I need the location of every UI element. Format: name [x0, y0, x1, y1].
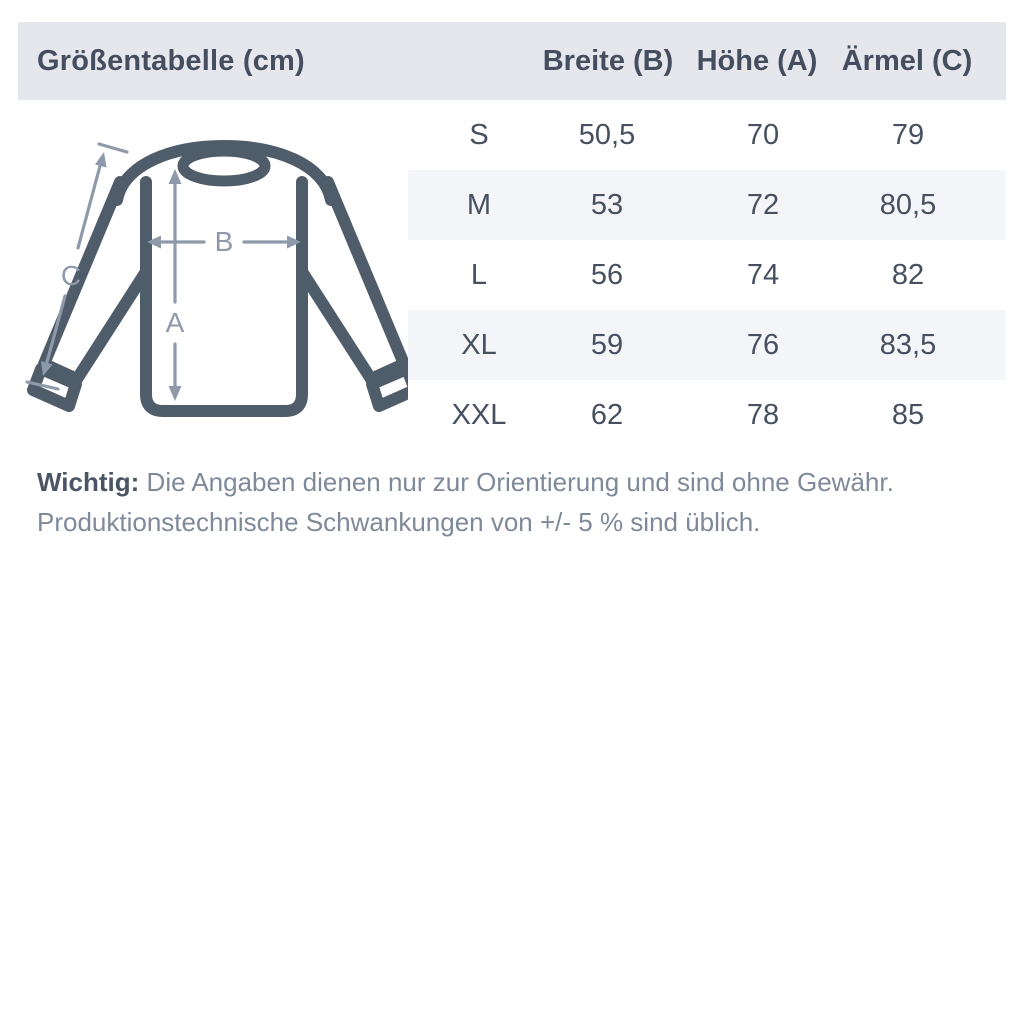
label-b: B [214, 226, 234, 257]
size-label: XL [461, 328, 497, 361]
breite-value: 56 [590, 258, 624, 291]
neck-opening [183, 151, 265, 181]
table-row-l [408, 240, 1006, 310]
column-header-aermel: Ärmel (C) [841, 44, 973, 77]
breite-value: 59 [590, 328, 624, 361]
aermel-value: 82 [891, 258, 925, 291]
size-label: XXL [451, 398, 507, 431]
note-label: Wichtig: [37, 467, 140, 497]
breite-value: 53 [590, 188, 624, 221]
important-note [37, 462, 997, 542]
column-header-breite: Breite (B) [542, 44, 674, 77]
hoehe-value: 78 [746, 398, 780, 431]
page-title: Größentabelle (cm) [37, 44, 305, 77]
table-row-s [408, 100, 1006, 170]
hoehe-value: 72 [746, 188, 780, 221]
breite-value: 62 [590, 398, 624, 431]
hoehe-value: 76 [746, 328, 780, 361]
note-line2: Produktionstechnische Schwankungen von +/- 5 % sind üblich. [37, 507, 761, 537]
aermel-value: 85 [891, 398, 925, 431]
note-line1: Die Angaben dienen nur zur Orientierung und sind ohne Gewähr. [139, 467, 894, 497]
size-label: S [469, 118, 489, 151]
breite-value: 50,5 [578, 118, 636, 151]
right-sleeve [301, 182, 404, 379]
table-row-m [408, 170, 1006, 240]
aermel-value: 79 [891, 118, 925, 151]
sweater-measurement-icon [20, 120, 420, 450]
table-header-bar [18, 22, 1006, 100]
size-table [408, 100, 1006, 450]
sleeve-arrow-tick-top [99, 144, 127, 152]
body [146, 182, 302, 411]
size-label: L [470, 258, 488, 291]
aermel-value: 80,5 [879, 188, 937, 221]
size-label: M [466, 188, 492, 221]
aermel-value: 83,5 [879, 328, 937, 361]
sleeve-arrowhead-up [95, 152, 107, 168]
label-a: A [165, 307, 185, 338]
label-c: C [60, 260, 82, 291]
column-header-hoehe: Höhe (A) [696, 44, 818, 77]
hoehe-value: 74 [746, 258, 780, 291]
hoehe-value: 70 [746, 118, 780, 151]
sweater-diagram [20, 120, 420, 450]
left-sleeve [44, 182, 147, 379]
table-row-xxl [408, 380, 1006, 450]
table-row-xl [408, 310, 1006, 380]
